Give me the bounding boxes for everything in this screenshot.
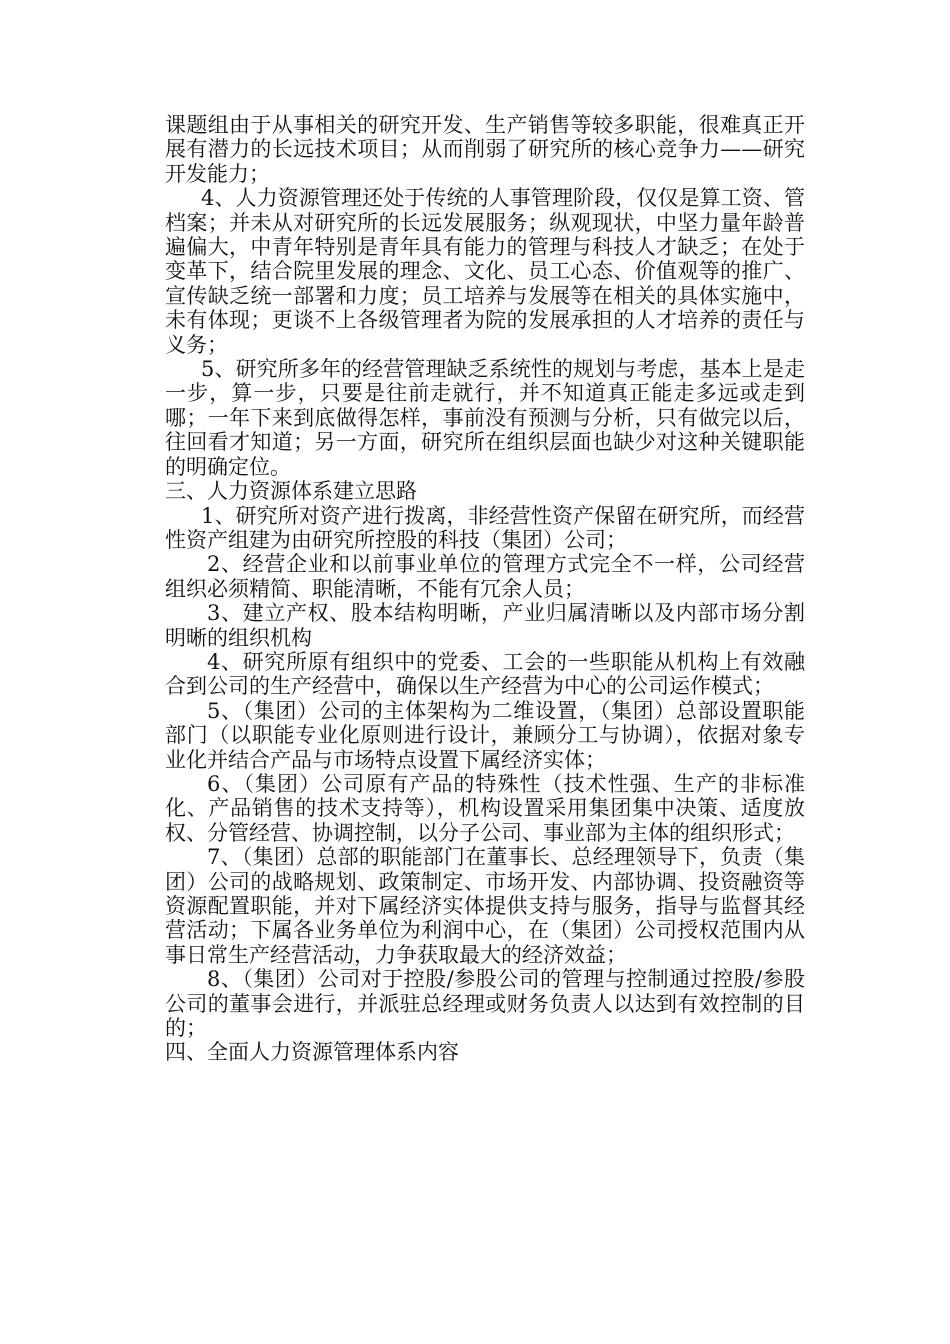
paragraph-item-4: 4、研究所原有组织中的党委、工会的一些职能从机构上有效融合到公司的生产经营中，确保以生产经营为中心的公司运作模式； bbox=[165, 649, 805, 699]
paragraph-item-8: 8、（集团）公司对于控股/参股公司的管理与控制通过控股/参股公司的董事会进行，并派驻总经理或财务负责人以达到有效控制的目的； bbox=[165, 967, 805, 1041]
paragraph-item-5: 5、（集团）公司的主体架构为二维设置，（集团）总部设置职能部门（以职能专业化原则进行设计，兼顾分工与协调），依据对象专业化并结合产品与市场特点设置下属经济实体； bbox=[165, 698, 805, 772]
paragraph-item-1: 1、研究所对资产进行拨离，非经营性资产保留在研究所，而经营性资产组建为由研究所控股的科技（集团）公司； bbox=[165, 503, 805, 552]
paragraph-item-2: 2、经营企业和以前事业单位的管理方式完全不一样，公司经营组织必须精简、职能清晰，不能有冗余人员； bbox=[165, 552, 805, 601]
section-heading-4: 四、全面人力资源管理体系内容 bbox=[165, 1040, 459, 1065]
paragraph-item-3: 3、建立产权、股本结构明晰，产业归属清晰以及内部市场分割明晰的组织机构 bbox=[165, 601, 805, 650]
paragraph-item-5-management: 5、研究所多年的经营管理缺乏系统性的规划与考虑，基本上是走一步，算一步，只要是往前走就行，并不知道真正能走多远或走到哪；一年下来到底做得怎样，事前没有预测与分析，只有做完以后，往回看才知道；另一方面，研究所在组织层面也缺少对这种关键职能的明确定位。 bbox=[165, 357, 805, 479]
section-heading-3: 三、人力资源体系建立思路 bbox=[165, 479, 417, 504]
paragraph-item-4-hr-status: 4、人力资源管理还处于传统的人事管理阶段，仅仅是算工资、管档案；并未从对研究所的长远发展服务；纵观现状，中坚力量年龄普遍偏大，中青年特别是青年具有能力的管理与科技人才缺乏；在处于变革下，结合院里发展的理念、文化、员工心态、价值观等的推广、宣传缺乏统一部署和力度；员工培养与发展等在相关的具体实施中，未有体现；更谈不上各级管理者为院的发展承担的人才培养的责任与义务； bbox=[165, 186, 805, 357]
paragraph-item-6: 6、（集团）公司原有产品的特殊性（技术性强、生产的非标准化、产品销售的技术支持等），机构设置采用集团集中决策、适度放权、分管经营、协调控制，以分子公司、事业部为主体的组织形式； bbox=[165, 771, 805, 845]
paragraph-item-7: 7、（集团）总部的职能部门在董事长、总经理领导下，负责（集团）公司的战略规划、政策制定、市场开发、内部协调、投资融资等资源配置职能，并对下属经济实体提供支持与服务，指导与监督其经营活动；下属各业务单位为利润中心，在（集团）公司授权范围内从事日常生产经营活动，力争获取最大的经济效益； bbox=[165, 845, 805, 967]
document-body bbox=[165, 113, 805, 1065]
paragraph-continuation: 课题组由于从事相关的研究开发、生产销售等较多职能，很难真正开展有潜力的长远技术项目；从而削弱了研究所的核心竞争力——研究开发能力； bbox=[165, 113, 805, 186]
